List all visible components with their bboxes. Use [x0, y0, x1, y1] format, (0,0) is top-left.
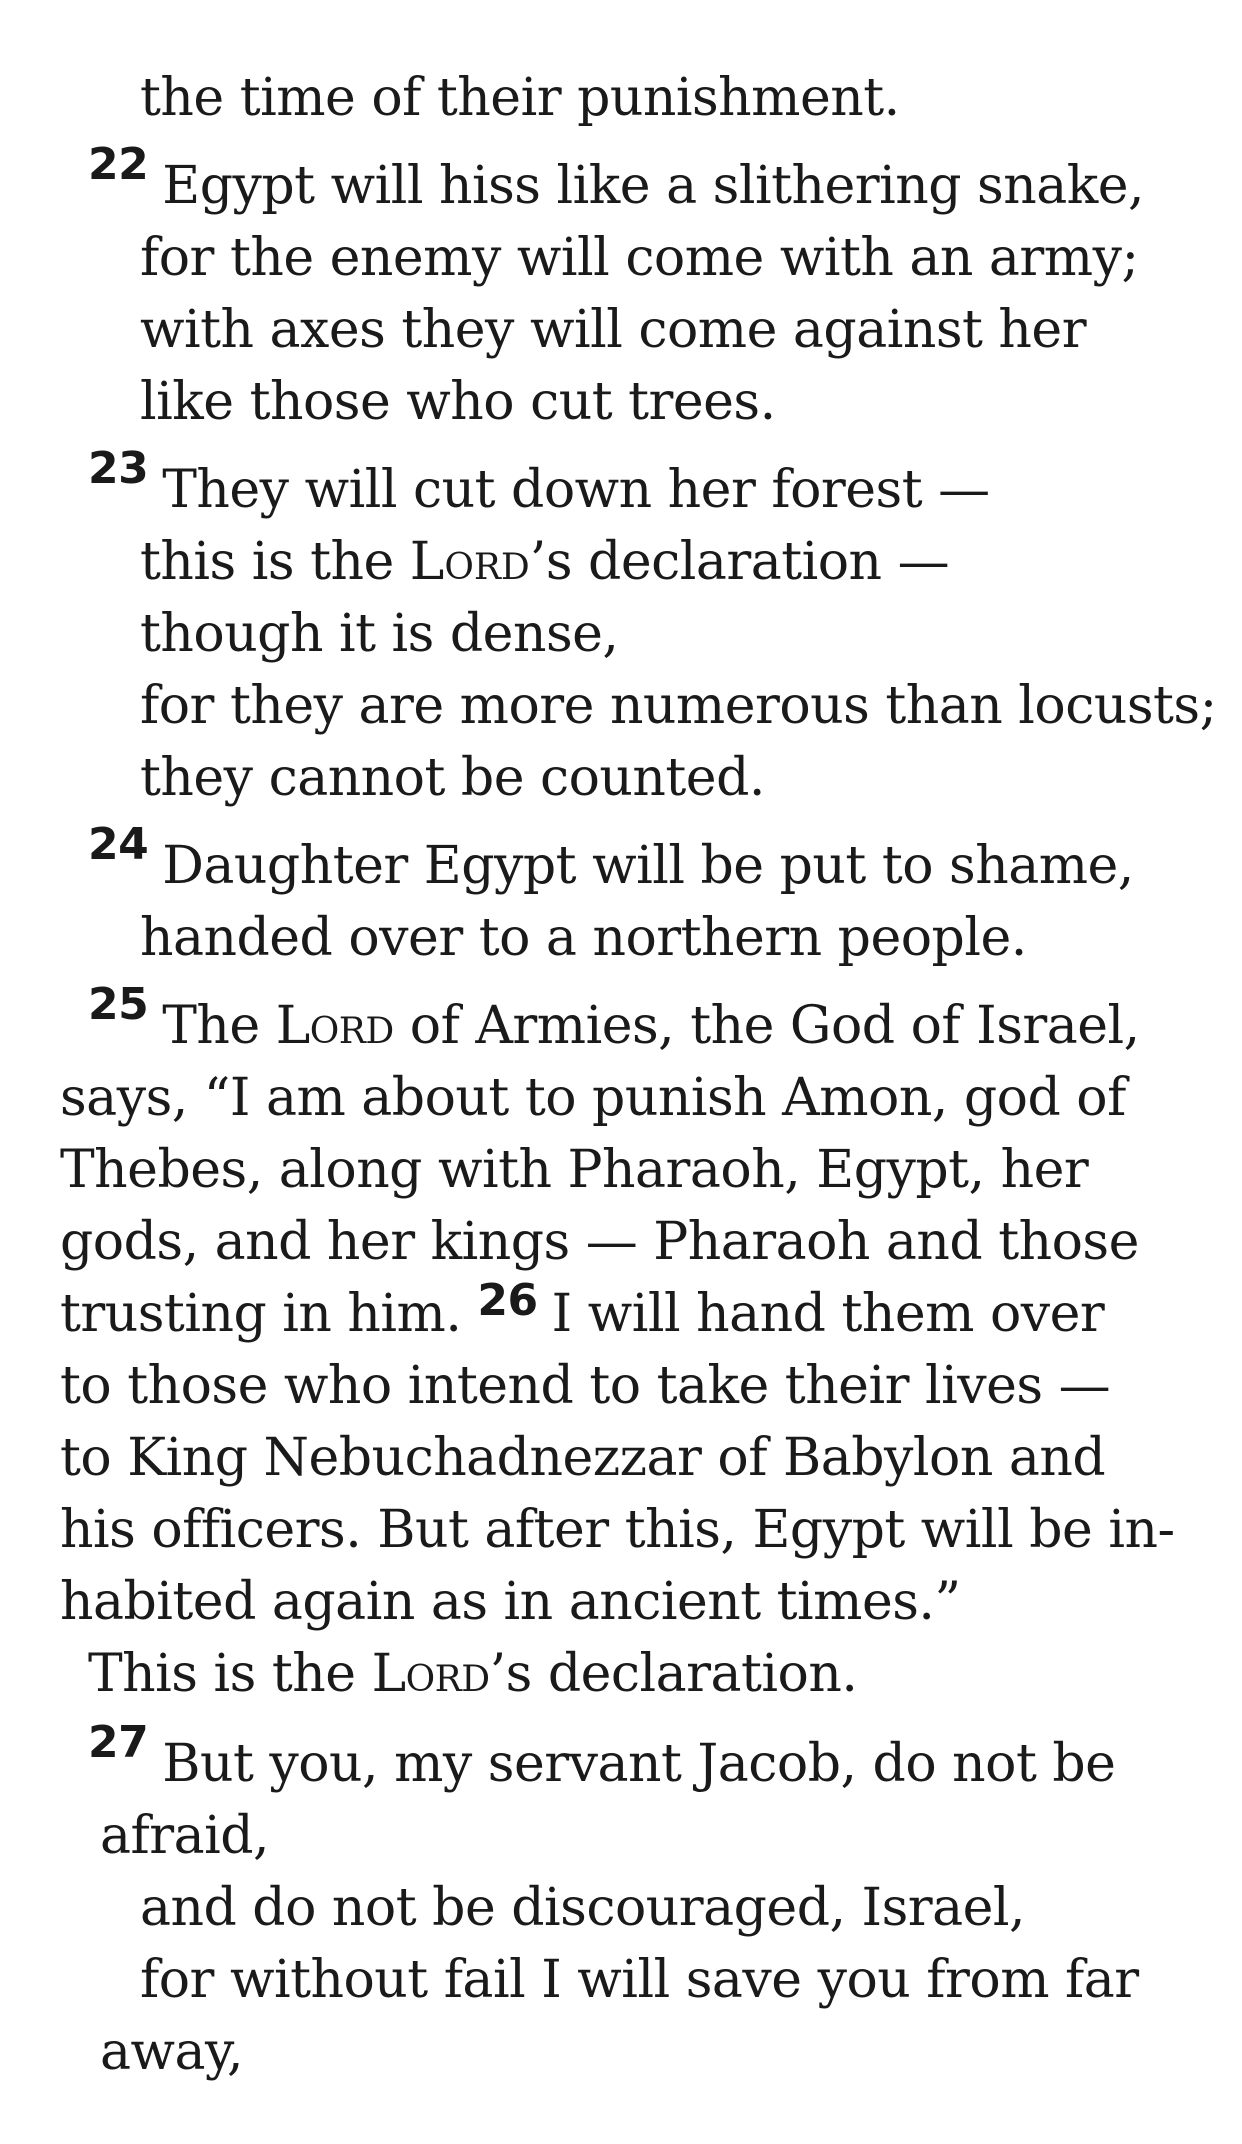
divine-name: Lord — [409, 532, 530, 592]
text-line — [140, 902, 1027, 974]
line-text: Egypt will hiss like a slithering snake, — [162, 156, 1145, 216]
text-line — [60, 1422, 1105, 1494]
line-text: the time of their punishment. — [140, 68, 900, 128]
verse-26-line — [60, 1275, 1105, 1353]
line-text: habited again as in ancient times.” — [60, 1572, 961, 1632]
text-line — [60, 1494, 1175, 1566]
verse-number: 24 — [88, 819, 149, 870]
verse-number: 22 — [88, 139, 149, 190]
text-line — [60, 1062, 1126, 1134]
text-line — [60, 1566, 961, 1638]
line-text: his officers. But after this, Egypt will be in- — [60, 1500, 1175, 1560]
verse-27 — [88, 1717, 1116, 1803]
line-text: of Armies, the God of Israel, — [409, 996, 1140, 1056]
line-text: and do not be discouraged, Israel, — [140, 1878, 1026, 1938]
line-text: afraid, — [100, 1806, 270, 1866]
verse-number: 27 — [88, 1717, 149, 1768]
text-line — [140, 1872, 1025, 1944]
line-text: They will cut down her forest — — [162, 460, 990, 520]
verse-25 — [88, 979, 1140, 1065]
line-text: this is the — [140, 532, 394, 592]
line-text: The — [162, 996, 260, 1056]
text-line — [140, 222, 1139, 294]
line-text: declaration. — [547, 1644, 858, 1704]
possessive: ’s — [489, 1644, 532, 1704]
text-line — [140, 598, 618, 670]
text-line — [140, 1944, 1139, 2016]
divine-name: Lord — [275, 996, 394, 1056]
text-line — [140, 294, 1086, 366]
line-text: though it is dense, — [140, 604, 619, 664]
verse-number: 26 — [477, 1275, 538, 1326]
line-text: away, — [100, 2022, 244, 2082]
text-line — [140, 526, 949, 598]
line-text: handed over to a northern people. — [140, 908, 1027, 968]
text-line — [60, 1206, 1139, 1278]
text-line — [140, 742, 765, 814]
line-text: This is the — [88, 1644, 356, 1704]
line-text: declaration — — [588, 532, 950, 592]
line-text: for the enemy will come with an army; — [140, 228, 1139, 288]
text-line — [140, 62, 900, 134]
line-text: Daughter Egypt will be put to shame, — [162, 836, 1134, 896]
verse-number: 23 — [88, 443, 149, 494]
divine-name: Lord — [371, 1644, 490, 1704]
line-text: for without fail I will save you from far — [140, 1950, 1139, 2010]
verse-24 — [88, 819, 1134, 905]
text-line — [88, 1638, 857, 1710]
line-text: they cannot be counted. — [140, 748, 765, 808]
text-line — [140, 366, 776, 438]
verse-22 — [88, 139, 1145, 225]
line-text: for they are more numerous than locusts; — [140, 676, 1217, 736]
line-text: I will hand them over — [551, 1284, 1105, 1344]
text-line — [100, 1800, 269, 1872]
text-line — [100, 2016, 243, 2088]
line-text: But you, my servant Jacob, do not be — [162, 1734, 1116, 1794]
line-text: like those who cut trees. — [140, 372, 776, 432]
line-text: gods, and her kings — Pharaoh and those — [60, 1212, 1139, 1272]
possessive: ’s — [529, 532, 573, 592]
text-line — [140, 670, 1217, 742]
line-text: says, “I am about to punish Amon, god of — [60, 1068, 1126, 1128]
line-text: trusting in him. — [60, 1284, 462, 1344]
verse-number: 25 — [88, 979, 149, 1030]
text-line — [60, 1350, 1110, 1422]
line-text: to those who intend to take their lives — — [60, 1356, 1111, 1416]
line-text: to King Nebuchadnezzar of Babylon and — [60, 1428, 1106, 1488]
line-text: Thebes, along with Pharaoh, Egypt, her — [60, 1140, 1089, 1200]
text-line — [60, 1134, 1088, 1206]
line-text: with axes they will come against her — [140, 300, 1087, 360]
verse-23 — [88, 443, 990, 529]
